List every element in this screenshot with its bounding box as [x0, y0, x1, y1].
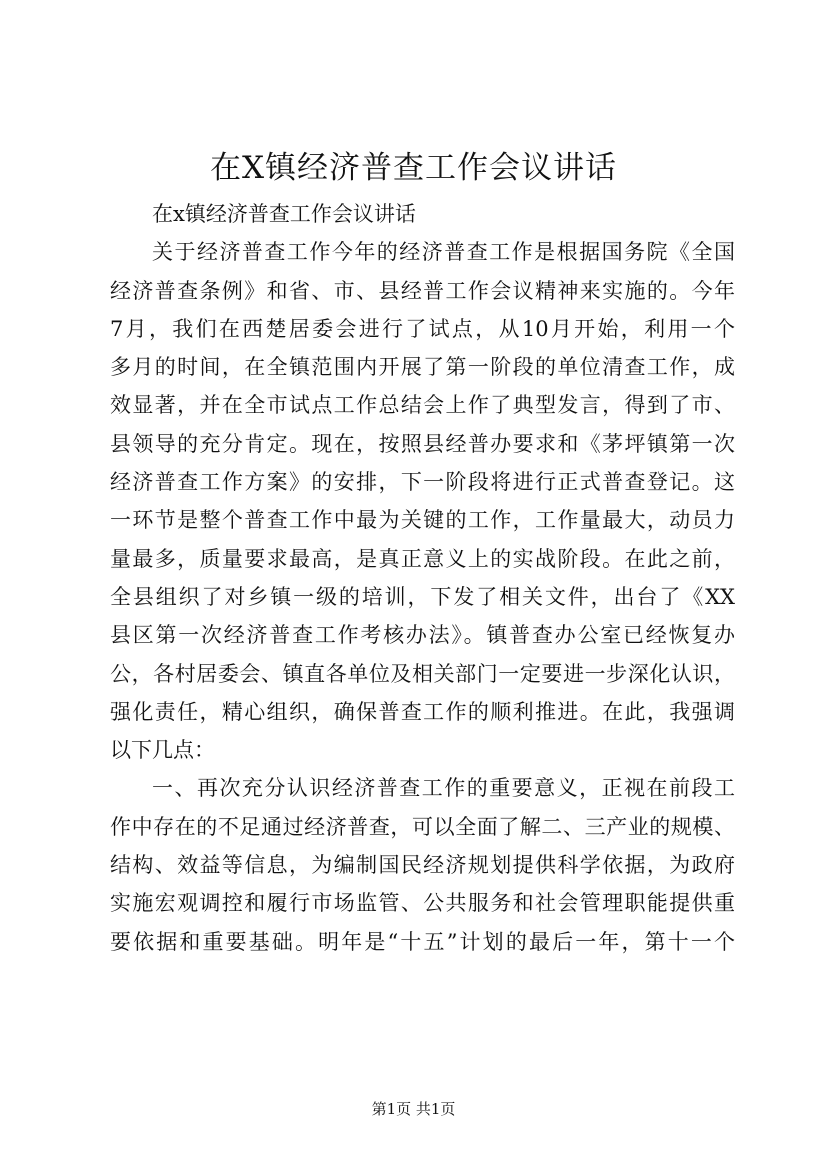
- text-line: 量最多，质量要求最高，是真正意义上的实战阶段。在此之前，: [110, 546, 735, 571]
- page-footer: 第1页 共1页: [371, 1100, 456, 1118]
- text-line: 关于经济普查工作今年的经济普查工作是根据国务院《全国: [152, 240, 735, 265]
- text-line: 结构、效益等信息，为编制国民经济规划提供科学依据，为政府: [110, 853, 735, 878]
- text-line: 强化责任，精心组织，确保普查工作的顺利推进。在此，我强调: [110, 699, 735, 724]
- text-line: 一、再次充分认识经济普查工作的重要意义，正视在前段工: [152, 776, 735, 801]
- text-line: 7月，我们在西楚居委会进行了试点，从10月开始，利用一个: [110, 316, 735, 341]
- text-line: 在x镇经济普查工作会议讲话: [152, 202, 416, 226]
- text-line: 经济普查工作方案》的安排，下一阶段将进行正式普查登记。这: [110, 470, 735, 495]
- text-line: 全县组织了对乡镇一级的培训，下发了相关文件，出台了《XX: [110, 584, 735, 609]
- text-line: 县区第一次经济普查工作考核办法》。镇普查办公室已经恢复办: [110, 623, 735, 648]
- text-line: 以下几点：: [110, 738, 215, 763]
- text-line: 作中存在的不足通过经济普查，可以全面了解二、三产业的规模、: [110, 814, 735, 839]
- text-line: 一环节是整个普查工作中最为关键的工作，工作量最大，动员力: [110, 508, 735, 533]
- text-line: 公，各村居委会、镇直各单位及相关部门一定要进一步深化认识，: [110, 661, 735, 686]
- text-line: 经济普查条例》和省、市、县经普工作会议精神来实施的。今年: [110, 278, 735, 303]
- text-line: 多月的时间，在全镇范围内开展了第一阶段的单位清查工作，成: [110, 355, 735, 380]
- text-line: 效显著，并在全市试点工作总结会上作了典型发言，得到了市、: [110, 393, 735, 418]
- text-line: 实施宏观调控和履行市场监管、公共服务和社会管理职能提供重: [110, 891, 735, 916]
- document-title: 在X镇经济普查工作会议讲话: [209, 150, 618, 186]
- document-body: [110, 195, 735, 961]
- text-line: 县领导的充分肯定。现在，按照县经普办要求和《茅坪镇第一次: [110, 431, 735, 456]
- text-line: 要依据和重要基础。明年是“十五”计划的最后一年，第十一个: [110, 929, 735, 954]
